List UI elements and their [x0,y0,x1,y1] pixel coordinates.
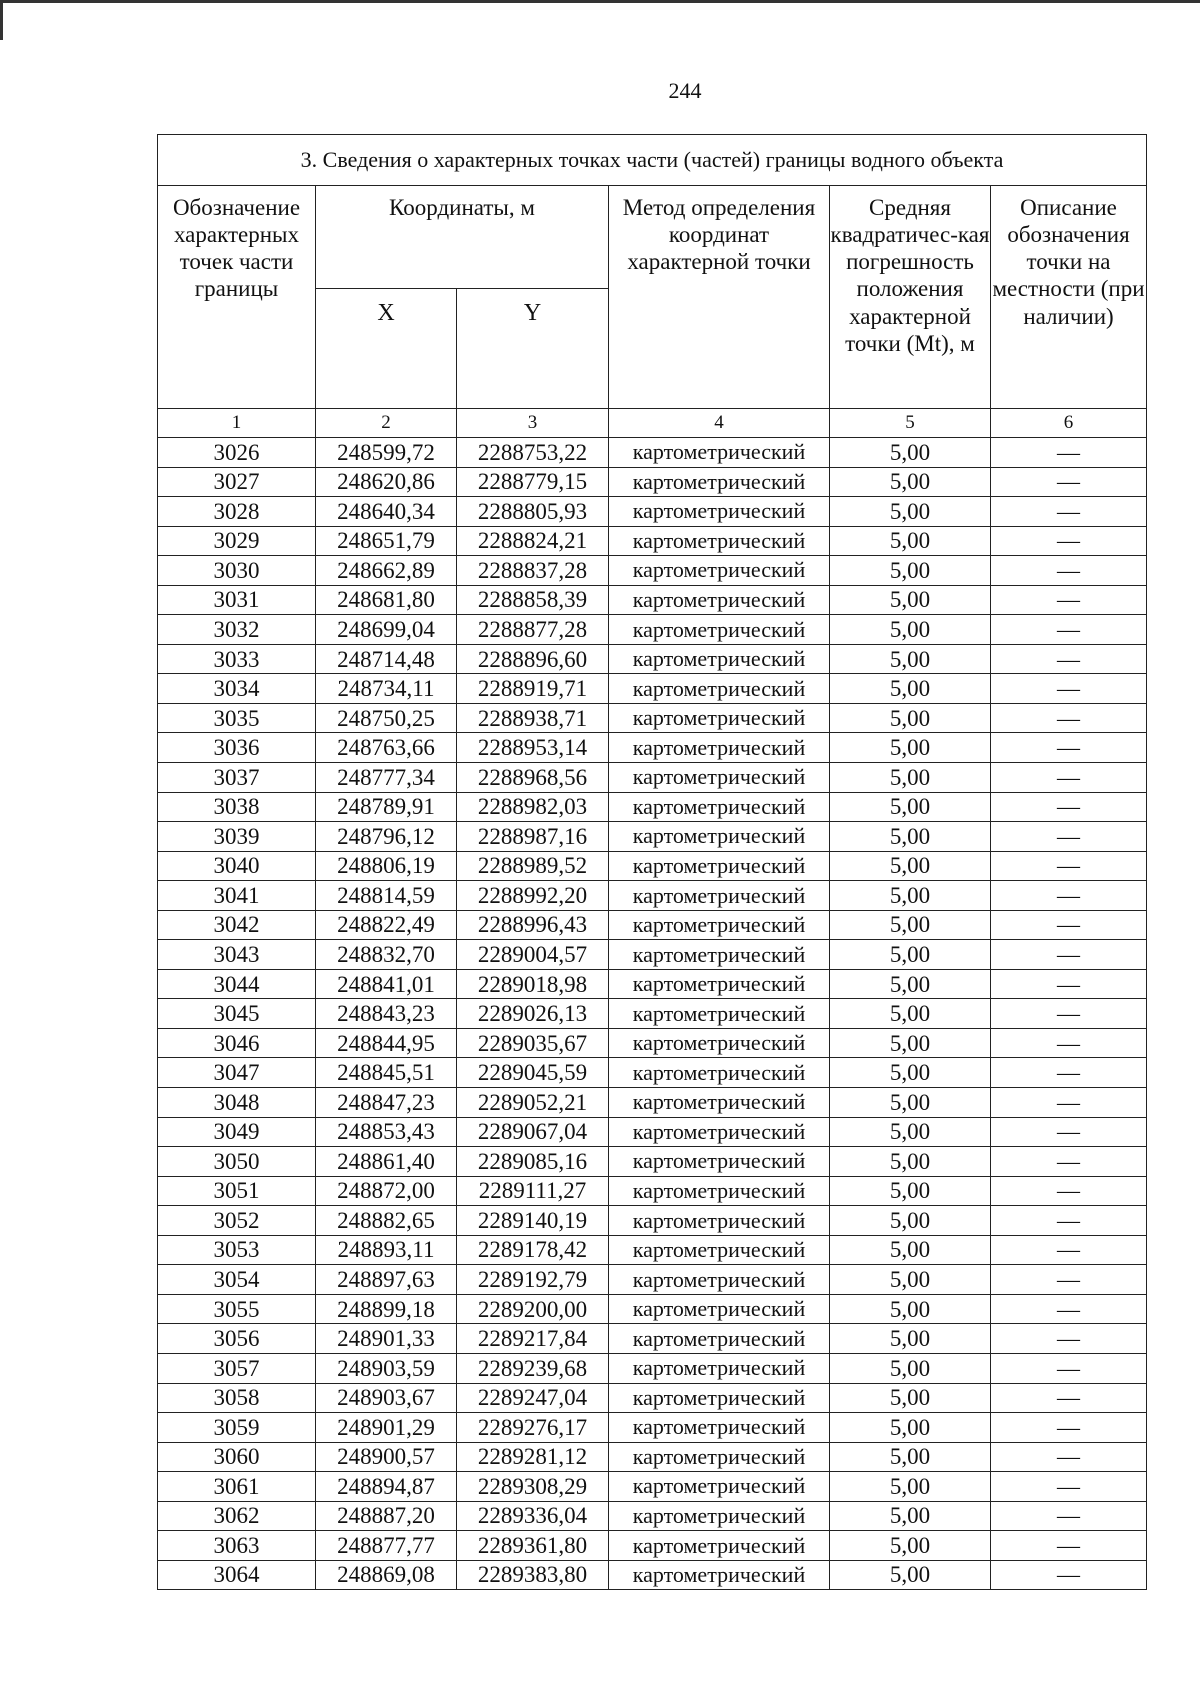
point-id-cell: 3034 [158,674,316,704]
point-id-cell: 3040 [158,851,316,881]
method-cell: картометрический [609,1353,830,1383]
description-cell: — [991,1501,1147,1531]
description-cell: — [991,999,1147,1029]
x-coordinate-cell: 248681,80 [316,585,457,615]
table-row [158,1147,1147,1177]
method-cell: картометрический [609,1413,830,1443]
point-id-cell: 3064 [158,1560,316,1590]
error-cell: 5,00 [830,1117,991,1147]
error-cell: 5,00 [830,526,991,556]
method-cell: картометрический [609,526,830,556]
point-id-cell: 3044 [158,969,316,999]
y-coordinate-cell: 2289067,04 [457,1117,609,1147]
table-row [158,1176,1147,1206]
x-coordinate-cell: 248845,51 [316,1058,457,1088]
error-cell: 5,00 [830,1501,991,1531]
column-number: 1 [158,409,316,438]
error-cell: 5,00 [830,438,991,468]
method-cell: картометрический [609,467,830,497]
error-cell: 5,00 [830,467,991,497]
y-coordinate-cell: 2288992,20 [457,881,609,911]
x-coordinate-cell: 248901,29 [316,1413,457,1443]
y-coordinate-cell: 2289308,29 [457,1472,609,1502]
x-coordinate-cell: 248901,33 [316,1324,457,1354]
description-cell: — [991,1560,1147,1590]
point-id-cell: 3062 [158,1501,316,1531]
method-cell: картометрический [609,674,830,704]
x-coordinate-cell: 248844,95 [316,1028,457,1058]
point-id-cell: 3050 [158,1147,316,1177]
point-id-cell: 3042 [158,910,316,940]
y-coordinate-cell: 2288938,71 [457,703,609,733]
table-row [158,1117,1147,1147]
y-coordinate-cell: 2289200,00 [457,1294,609,1324]
x-coordinate-cell: 248900,57 [316,1442,457,1472]
scan-border-top [0,0,1200,3]
point-id-cell: 3037 [158,763,316,793]
method-cell: картометрический [609,644,830,674]
header-method: Метод определения координат характерной точки [609,186,830,409]
y-coordinate-cell: 2288877,28 [457,615,609,645]
error-cell: 5,00 [830,1176,991,1206]
point-id-cell: 3045 [158,999,316,1029]
point-id-cell: 3026 [158,438,316,468]
method-cell: картометрический [609,585,830,615]
description-cell: — [991,822,1147,852]
scan-border-left [0,0,3,40]
table-row [158,940,1147,970]
point-id-cell: 3060 [158,1442,316,1472]
x-coordinate-cell: 248897,63 [316,1265,457,1295]
y-coordinate-cell: 2289052,21 [457,1088,609,1118]
column-number: 6 [991,409,1147,438]
error-cell: 5,00 [830,644,991,674]
error-cell: 5,00 [830,1294,991,1324]
error-cell: 5,00 [830,1413,991,1443]
point-id-cell: 3028 [158,497,316,527]
y-coordinate-cell: 2289276,17 [457,1413,609,1443]
x-coordinate-cell: 248822,49 [316,910,457,940]
description-cell: — [991,1472,1147,1502]
x-coordinate-cell: 248640,34 [316,497,457,527]
error-cell: 5,00 [830,585,991,615]
method-cell: картометрический [609,1176,830,1206]
error-cell: 5,00 [830,1324,991,1354]
point-id-cell: 3057 [158,1353,316,1383]
method-cell: картометрический [609,940,830,970]
y-coordinate-cell: 2289192,79 [457,1265,609,1295]
point-id-cell: 3029 [158,526,316,556]
x-coordinate-cell: 248699,04 [316,615,457,645]
method-cell: картометрический [609,733,830,763]
point-id-cell: 3063 [158,1531,316,1561]
table-row [158,1324,1147,1354]
description-cell: — [991,1176,1147,1206]
table-row [158,674,1147,704]
header-y: Y [457,288,609,408]
error-cell: 5,00 [830,1560,991,1590]
description-cell: — [991,703,1147,733]
error-cell: 5,00 [830,1058,991,1088]
point-id-cell: 3030 [158,556,316,586]
table-row [158,792,1147,822]
table-row [158,881,1147,911]
point-id-cell: 3043 [158,940,316,970]
y-coordinate-cell: 2288953,14 [457,733,609,763]
error-cell: 5,00 [830,1265,991,1295]
error-cell: 5,00 [830,910,991,940]
method-cell: картометрический [609,1383,830,1413]
table-row [158,615,1147,645]
table-row [158,497,1147,527]
x-coordinate-cell: 248651,79 [316,526,457,556]
error-cell: 5,00 [830,703,991,733]
method-cell: картометрический [609,1147,830,1177]
header-description: Описание обозначения точки на местности (при наличии) [991,186,1147,409]
y-coordinate-cell: 2288982,03 [457,792,609,822]
description-cell: — [991,615,1147,645]
y-coordinate-cell: 2288753,22 [457,438,609,468]
method-cell: картометрический [609,969,830,999]
description-cell: — [991,969,1147,999]
error-cell: 5,00 [830,1088,991,1118]
error-cell: 5,00 [830,763,991,793]
x-coordinate-cell: 248899,18 [316,1294,457,1324]
method-cell: картометрический [609,1117,830,1147]
point-id-cell: 3058 [158,1383,316,1413]
error-cell: 5,00 [830,497,991,527]
table-row [158,1294,1147,1324]
header-x: X [316,288,457,408]
point-id-cell: 3056 [158,1324,316,1354]
description-cell: — [991,556,1147,586]
y-coordinate-cell: 2289239,68 [457,1353,609,1383]
method-cell: картометрический [609,1442,830,1472]
error-cell: 5,00 [830,969,991,999]
error-cell: 5,00 [830,733,991,763]
point-id-cell: 3039 [158,822,316,852]
description-cell: — [991,1383,1147,1413]
y-coordinate-cell: 2288996,43 [457,910,609,940]
y-coordinate-cell: 2289383,80 [457,1560,609,1590]
error-cell: 5,00 [830,615,991,645]
point-id-cell: 3052 [158,1206,316,1236]
x-coordinate-cell: 248877,77 [316,1531,457,1561]
table-row [158,1442,1147,1472]
y-coordinate-cell: 2288896,60 [457,644,609,674]
description-cell: — [991,644,1147,674]
description-cell: — [991,851,1147,881]
point-id-cell: 3031 [158,585,316,615]
x-coordinate-cell: 248734,11 [316,674,457,704]
table-body [158,438,1147,1590]
y-coordinate-cell: 2289085,16 [457,1147,609,1177]
error-cell: 5,00 [830,792,991,822]
point-id-cell: 3032 [158,615,316,645]
method-cell: картометрический [609,851,830,881]
error-cell: 5,00 [830,1383,991,1413]
table-row [158,1472,1147,1502]
y-coordinate-cell: 2288805,93 [457,497,609,527]
description-cell: — [991,910,1147,940]
method-cell: картометрический [609,1294,830,1324]
error-cell: 5,00 [830,1353,991,1383]
x-coordinate-cell: 248861,40 [316,1147,457,1177]
x-coordinate-cell: 248763,66 [316,733,457,763]
point-id-cell: 3049 [158,1117,316,1147]
description-cell: — [991,1353,1147,1383]
error-cell: 5,00 [830,1472,991,1502]
method-cell: картометрический [609,1531,830,1561]
y-coordinate-cell: 2289026,13 [457,999,609,1029]
table-title: 3. Сведения о характерных точках части (частей) границы водного объекта [158,135,1147,186]
description-cell: — [991,881,1147,911]
y-coordinate-cell: 2289178,42 [457,1235,609,1265]
description-cell: — [991,1206,1147,1236]
table-row [158,822,1147,852]
description-cell: — [991,497,1147,527]
table-row [158,1501,1147,1531]
column-number: 2 [316,409,457,438]
x-coordinate-cell: 248789,91 [316,792,457,822]
y-coordinate-cell: 2289247,04 [457,1383,609,1413]
error-cell: 5,00 [830,556,991,586]
method-cell: картометрический [609,1088,830,1118]
table-row [158,1028,1147,1058]
x-coordinate-cell: 248894,87 [316,1472,457,1502]
y-coordinate-cell: 2289336,04 [457,1501,609,1531]
table-row [158,1531,1147,1561]
description-cell: — [991,1413,1147,1443]
description-cell: — [991,1058,1147,1088]
y-coordinate-cell: 2289035,67 [457,1028,609,1058]
point-id-cell: 3048 [158,1088,316,1118]
table-row [158,1265,1147,1295]
point-id-cell: 3046 [158,1028,316,1058]
x-coordinate-cell: 248847,23 [316,1088,457,1118]
description-cell: — [991,1265,1147,1295]
table-row [158,1088,1147,1118]
column-number: 3 [457,409,609,438]
method-cell: картометрический [609,1206,830,1236]
point-id-cell: 3051 [158,1176,316,1206]
method-cell: картометрический [609,910,830,940]
table-row [158,644,1147,674]
method-cell: картометрический [609,497,830,527]
x-coordinate-cell: 248620,86 [316,467,457,497]
x-coordinate-cell: 248832,70 [316,940,457,970]
description-cell: — [991,1088,1147,1118]
description-cell: — [991,467,1147,497]
description-cell: — [991,1531,1147,1561]
x-coordinate-cell: 248750,25 [316,703,457,733]
method-cell: картометрический [609,1235,830,1265]
description-cell: — [991,438,1147,468]
description-cell: — [991,763,1147,793]
description-cell: — [991,674,1147,704]
method-cell: картометрический [609,1324,830,1354]
method-cell: картометрический [609,703,830,733]
x-coordinate-cell: 248714,48 [316,644,457,674]
x-coordinate-cell: 248882,65 [316,1206,457,1236]
table-row [158,1413,1147,1443]
table-row [158,1560,1147,1590]
x-coordinate-cell: 248869,08 [316,1560,457,1590]
x-coordinate-cell: 248853,43 [316,1117,457,1147]
boundary-points-table [157,134,1147,1590]
description-cell: — [991,1117,1147,1147]
description-cell: — [991,1442,1147,1472]
method-cell: картометрический [609,1265,830,1295]
point-id-cell: 3027 [158,467,316,497]
column-number: 5 [830,409,991,438]
method-cell: картометрический [609,1501,830,1531]
x-coordinate-cell: 248841,01 [316,969,457,999]
y-coordinate-cell: 2289018,98 [457,969,609,999]
y-coordinate-cell: 2288989,52 [457,851,609,881]
description-cell: — [991,940,1147,970]
error-cell: 5,00 [830,674,991,704]
error-cell: 5,00 [830,1206,991,1236]
method-cell: картометрический [609,1560,830,1590]
table-row [158,1235,1147,1265]
method-cell: картометрический [609,881,830,911]
point-id-cell: 3036 [158,733,316,763]
method-cell: картометрический [609,792,830,822]
table-row [158,585,1147,615]
y-coordinate-cell: 2288968,56 [457,763,609,793]
column-number-row [158,409,1147,438]
method-cell: картометрический [609,615,830,645]
table-row [158,733,1147,763]
y-coordinate-cell: 2288987,16 [457,822,609,852]
table-row [158,1206,1147,1236]
point-id-cell: 3047 [158,1058,316,1088]
error-cell: 5,00 [830,1442,991,1472]
description-cell: — [991,733,1147,763]
error-cell: 5,00 [830,822,991,852]
description-cell: — [991,1235,1147,1265]
description-cell: — [991,792,1147,822]
point-id-cell: 3053 [158,1235,316,1265]
method-cell: картометрический [609,763,830,793]
x-coordinate-cell: 248893,11 [316,1235,457,1265]
table-row [158,1353,1147,1383]
header-point-designation: Обозначение характерных точек части границы [158,186,316,409]
point-id-cell: 3033 [158,644,316,674]
error-cell: 5,00 [830,851,991,881]
table-row [158,467,1147,497]
point-id-cell: 3035 [158,703,316,733]
description-cell: — [991,526,1147,556]
y-coordinate-cell: 2288858,39 [457,585,609,615]
y-coordinate-cell: 2289111,27 [457,1176,609,1206]
error-cell: 5,00 [830,881,991,911]
point-id-cell: 3054 [158,1265,316,1295]
description-cell: — [991,1028,1147,1058]
x-coordinate-cell: 248662,89 [316,556,457,586]
table-row [158,851,1147,881]
header-coordinates: Координаты, м [316,186,609,289]
x-coordinate-cell: 248599,72 [316,438,457,468]
page-number: 244 [668,78,702,103]
x-coordinate-cell: 248903,59 [316,1353,457,1383]
method-cell: картометрический [609,999,830,1029]
error-cell: 5,00 [830,1028,991,1058]
method-cell: картометрический [609,822,830,852]
x-coordinate-cell: 248903,67 [316,1383,457,1413]
y-coordinate-cell: 2288837,28 [457,556,609,586]
y-coordinate-cell: 2289140,19 [457,1206,609,1236]
error-cell: 5,00 [830,1531,991,1561]
y-coordinate-cell: 2289004,57 [457,940,609,970]
table-row [158,438,1147,468]
y-coordinate-cell: 2289045,59 [457,1058,609,1088]
method-cell: картометрический [609,1058,830,1088]
x-coordinate-cell: 248843,23 [316,999,457,1029]
header-error: Средняя квадратичес-кая погрешность положения характерной точки (Mt), м [830,186,991,409]
table-row [158,1058,1147,1088]
y-coordinate-cell: 2288919,71 [457,674,609,704]
description-cell: — [991,585,1147,615]
description-cell: — [991,1324,1147,1354]
y-coordinate-cell: 2288824,21 [457,526,609,556]
column-number: 4 [609,409,830,438]
table-row [158,763,1147,793]
error-cell: 5,00 [830,999,991,1029]
point-id-cell: 3041 [158,881,316,911]
y-coordinate-cell: 2289361,80 [457,1531,609,1561]
y-coordinate-cell: 2289281,12 [457,1442,609,1472]
method-cell: картометрический [609,556,830,586]
x-coordinate-cell: 248887,20 [316,1501,457,1531]
y-coordinate-cell: 2288779,15 [457,467,609,497]
point-id-cell: 3038 [158,792,316,822]
x-coordinate-cell: 248814,59 [316,881,457,911]
method-cell: картометрический [609,438,830,468]
point-id-cell: 3055 [158,1294,316,1324]
table-row [158,556,1147,586]
point-id-cell: 3059 [158,1413,316,1443]
table-row [158,526,1147,556]
error-cell: 5,00 [830,940,991,970]
error-cell: 5,00 [830,1235,991,1265]
error-cell: 5,00 [830,1147,991,1177]
description-cell: — [991,1294,1147,1324]
x-coordinate-cell: 248872,00 [316,1176,457,1206]
description-cell: — [991,1147,1147,1177]
table-row [158,703,1147,733]
table-row [158,999,1147,1029]
method-cell: картометрический [609,1028,830,1058]
x-coordinate-cell: 248806,19 [316,851,457,881]
y-coordinate-cell: 2289217,84 [457,1324,609,1354]
point-id-cell: 3061 [158,1472,316,1502]
table-row [158,969,1147,999]
x-coordinate-cell: 248796,12 [316,822,457,852]
x-coordinate-cell: 248777,34 [316,763,457,793]
table-row [158,1383,1147,1413]
method-cell: картометрический [609,1472,830,1502]
table-row [158,910,1147,940]
